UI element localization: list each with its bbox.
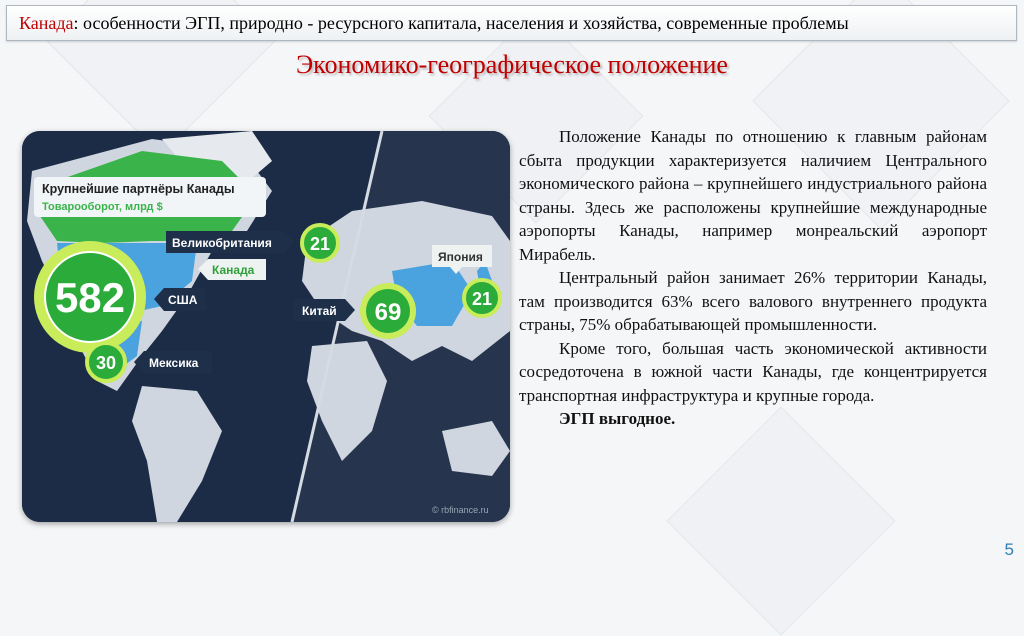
legend-box [34,177,266,217]
legend-title: Крупнейшие партнёры Канады [42,182,235,196]
partner-value-mexico: 30 [95,353,117,373]
partner-value-uk: 21 [309,234,331,254]
partner-value-japan: 21 [471,289,493,309]
header-rest: : особенности ЭГП, природно - ресурсного капитала, населения и хозяйства, современные проблемы [73,13,849,33]
partners-map-image [22,131,510,522]
partner-name-usa: США [168,293,198,307]
paragraph-1: Положение Канады по отношению к главным районам сбыта продукции характеризуется наличием Центрального экономического района – крупнейшего индустриального района страны. Здесь же расположены крупнейшие международные аэропорты Канады, например монреальский аэропорт Мирабель. [519,127,987,264]
partner-name-canada: Канада [212,263,255,277]
partner-name-china: Китай [302,304,337,318]
paragraph-3: Кроме того, большая часть экономической активности сосредоточена в южной части Канады, где концентрируется транспортная инфраструктура и крупные города. [519,338,987,405]
header-highlight: Канада [19,13,74,33]
background-diamond [666,406,895,635]
partner-name-japan: Япония [438,250,483,264]
partner-name-uk: Великобритания [172,236,272,250]
slide-header [6,5,1017,41]
partner-name-mexico: Мексика [149,356,199,370]
partner-value-china: 69 [374,299,402,326]
paragraph-2: Центральный район занимает 26% территории Канады, там производится 63% всего валового внутреннего продукта страны, 75% обрабатывающей промышленности. [519,268,987,334]
slide-number: 5 [1004,540,1014,559]
partner-value-usa: 582 [54,274,126,321]
legend-subtitle: Товарооборот, млрд $ [42,201,163,213]
partner-label-canada [198,259,266,280]
slide-subtitle: Экономико-географическое положение [296,50,728,79]
header-title [19,13,849,34]
conclusion: ЭГП выгодное. [559,409,676,428]
map-watermark: © rbfinance.ru [432,505,489,515]
body-text [519,125,987,431]
